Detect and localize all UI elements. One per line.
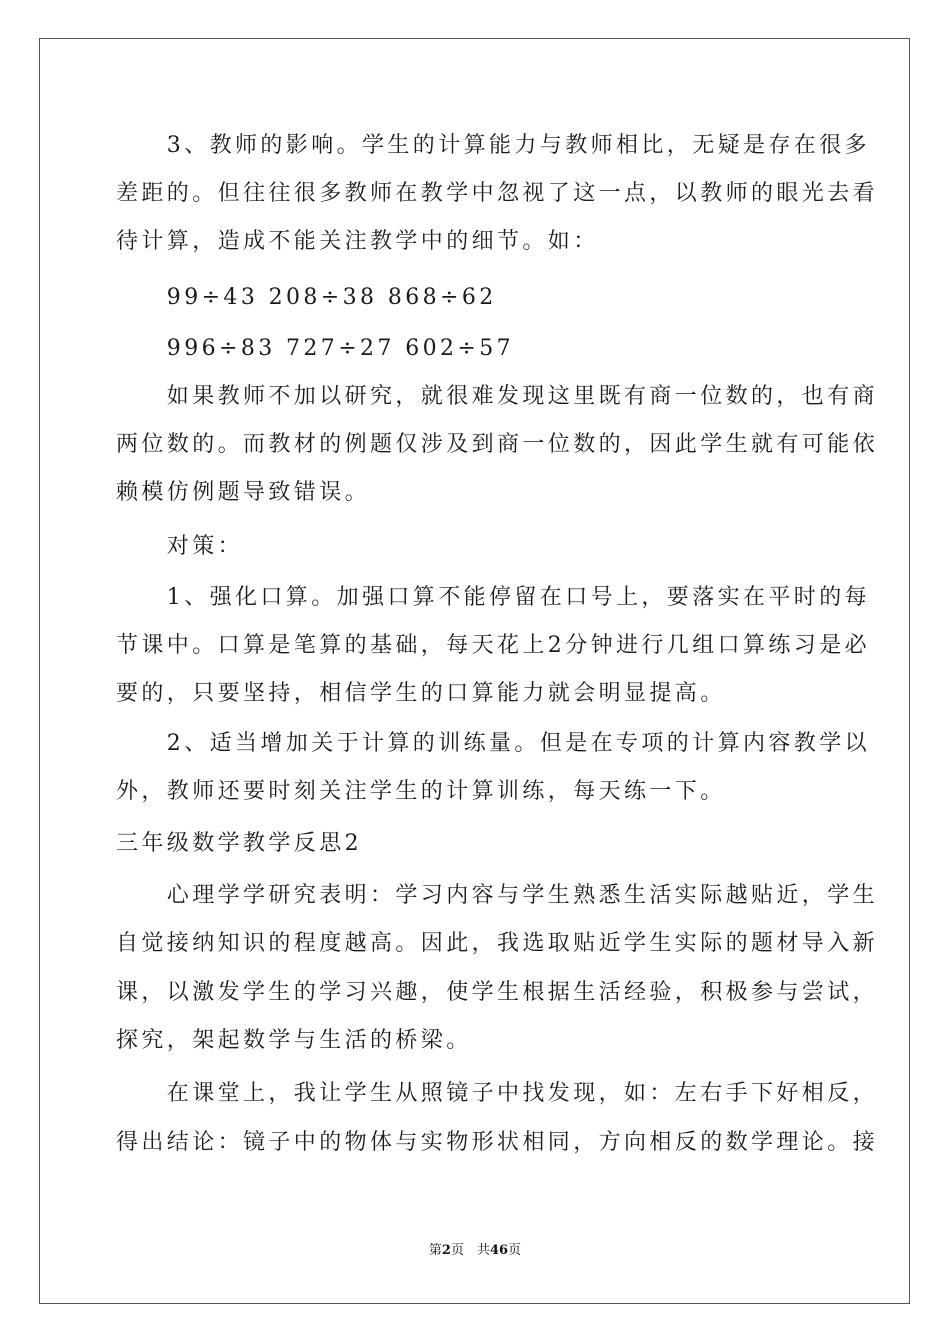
text-line-3: 待计算，造成不能关注教学中的细节。如： — [116, 229, 599, 254]
text-line-19: 探究，架起数学与生活的桥梁。 — [116, 1028, 472, 1053]
text-line-11: 节课中。口算是笔算的基础，每天花上2分钟进行几组口算练习是必 — [116, 633, 870, 658]
text-line-6: 如果教师不加以研究，就很难发现这里既有商一位数的，也有商 — [116, 384, 879, 409]
footer-middle: 页 共 — [450, 1243, 490, 1258]
text-line-17: 自觉接纳知识的程度越高。因此，我选取贴近学生实际的题材导入新 — [116, 931, 879, 956]
text-line-13: 2、适当增加关于计算的训练量。但是在专项的计算内容教学以 — [116, 731, 870, 756]
text-line-18: 课，以激发学生的学习兴趣，使学生根据生活经验，积极参与尝试， — [116, 980, 879, 1005]
footer-prefix: 第 — [428, 1243, 442, 1258]
page-footer — [0, 1242, 950, 1260]
text-line-8: 赖模仿例题导致错误。 — [116, 480, 371, 505]
text-line-7: 两位数的。而教材的例题仅涉及到商一位数的，因此学生就有可能依 — [116, 432, 879, 457]
total-page-count: 46 — [489, 1243, 509, 1258]
current-page-number: 2 — [441, 1243, 451, 1258]
footer-suffix: 页 — [508, 1243, 522, 1258]
text-line-1: 3、教师的影响。学生的计算能力与教师相比，无疑是存在很多 — [116, 133, 870, 158]
text-line-10: 1、强化口算。加强口算不能停留在口号上，要落实在平时的每 — [116, 585, 870, 610]
text-line-9: 对策： — [116, 534, 244, 559]
text-line-2: 差距的。但往往很多教师在教学中忽视了这一点，以教师的眼光去看 — [116, 181, 879, 206]
text-line-14: 外，教师还要时刻关注学生的计算训练，每天练一下。 — [116, 779, 726, 804]
text-line-20: 在课堂上，我让学生从照镜子中找发现，如：左右手下好相反， — [116, 1081, 879, 1106]
text-line-5: 996÷83 727÷27 602÷57 — [116, 336, 515, 361]
section-heading: 三年级数学教学反思2 — [116, 831, 362, 856]
text-line-16: 心理学学研究表明：学习内容与学生熟悉生活实际越贴近，学生 — [116, 883, 879, 908]
text-line-12: 要的，只要坚持，相信学生的口算能力就会明显提高。 — [116, 681, 726, 706]
text-line-21: 得出结论：镜子中的物体与实物形状相同，方向相反的数学理论。接 — [116, 1130, 879, 1155]
text-line-4: 99÷43 208÷38 868÷62 — [116, 285, 497, 310]
